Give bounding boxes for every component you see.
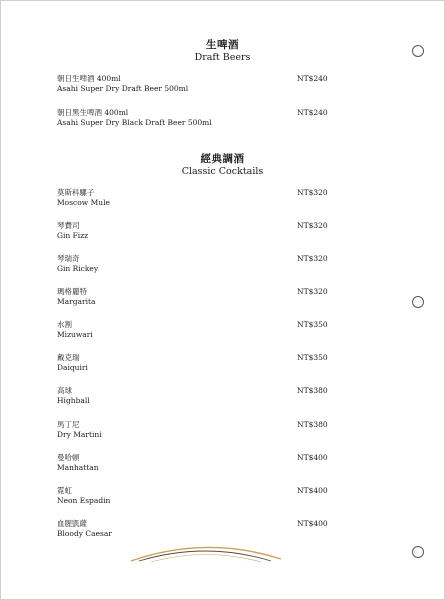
item-name-en: Asahi Super Dry Draft Beer 500ml — [57, 84, 189, 93]
cocktails-title-en: Classic Cocktails — [181, 166, 264, 177]
cocktails-section-title — [1, 153, 444, 178]
item-name-zh: 莫斯科騾子 — [57, 188, 95, 197]
item-price: NT$350 — [297, 353, 328, 362]
item-price: NT$350 — [297, 320, 328, 329]
item-name-en: Daiquiri — [57, 363, 88, 372]
item-price: NT$240 — [297, 108, 328, 117]
draft-section-title — [1, 39, 444, 64]
item-name-zh: 水割 — [57, 320, 72, 329]
item-name-zh: 戴克瑞 — [57, 353, 80, 362]
item-name-en: Dry Martini — [57, 430, 102, 439]
binder-hole-icon — [412, 296, 424, 308]
item-price: NT$400 — [297, 519, 328, 528]
item-name-zh: 霓虹 — [57, 486, 72, 495]
item-name-en: Asahi Super Dry Black Draft Beer 500ml — [57, 118, 212, 127]
item-name-zh: 高球 — [57, 386, 72, 395]
item-price: NT$320 — [297, 221, 328, 230]
item-price: NT$380 — [297, 386, 328, 395]
item-price: NT$400 — [297, 486, 328, 495]
binder-hole-icon — [412, 45, 424, 57]
cocktails-title-zh: 經典調酒 — [200, 153, 245, 165]
item-price: NT$320 — [297, 287, 328, 296]
draft-title-en: Draft Beers — [194, 52, 251, 63]
menu-item — [57, 188, 327, 208]
item-name-en: Gin Fizz — [57, 231, 89, 240]
item-name-zh: 朝日生啤酒 400ml — [57, 74, 121, 83]
item-price: NT$320 — [297, 188, 328, 197]
item-name-zh: 曼哈頓 — [57, 453, 80, 462]
draft-title-zh: 生啤酒 — [206, 39, 239, 51]
item-price: NT$320 — [297, 254, 328, 263]
item-price: NT$400 — [297, 453, 328, 462]
item-name-zh: 琴費司 — [57, 221, 80, 230]
menu-item — [57, 74, 327, 94]
menu-item — [57, 386, 327, 406]
menu-item — [57, 320, 327, 340]
item-price: NT$240 — [297, 74, 328, 83]
menu-item — [57, 519, 327, 539]
menu-item — [57, 221, 327, 241]
menu-item — [57, 287, 327, 307]
menu-item — [57, 420, 327, 440]
menu-item — [57, 486, 327, 506]
item-name-zh: 瑪格麗特 — [57, 287, 87, 296]
item-name-en: Gin Rickey — [57, 264, 99, 273]
item-name-zh: 血腥凱薩 — [57, 519, 87, 528]
item-name-en: Neon Espadin — [57, 496, 111, 505]
item-price: NT$380 — [297, 420, 328, 429]
decorative-swoosh — [121, 539, 291, 563]
menu-item — [57, 108, 327, 128]
item-name-zh: 朝日黑生啤酒 400ml — [57, 108, 129, 117]
menu-item — [57, 353, 327, 373]
menu-item — [57, 453, 327, 473]
item-name-en: Margarita — [57, 297, 96, 306]
item-name-en: Mizuwari — [57, 330, 93, 339]
item-name-zh: 馬丁尼 — [57, 420, 80, 429]
item-name-en: Bloody Caesar — [57, 529, 112, 538]
binder-hole-icon — [412, 546, 424, 558]
item-name-en: Moscow Mule — [57, 198, 110, 207]
item-name-zh: 琴瑞奇 — [57, 254, 80, 263]
menu-item — [57, 254, 327, 274]
item-name-en: Manhattan — [57, 463, 99, 472]
item-name-en: Highball — [57, 396, 90, 405]
